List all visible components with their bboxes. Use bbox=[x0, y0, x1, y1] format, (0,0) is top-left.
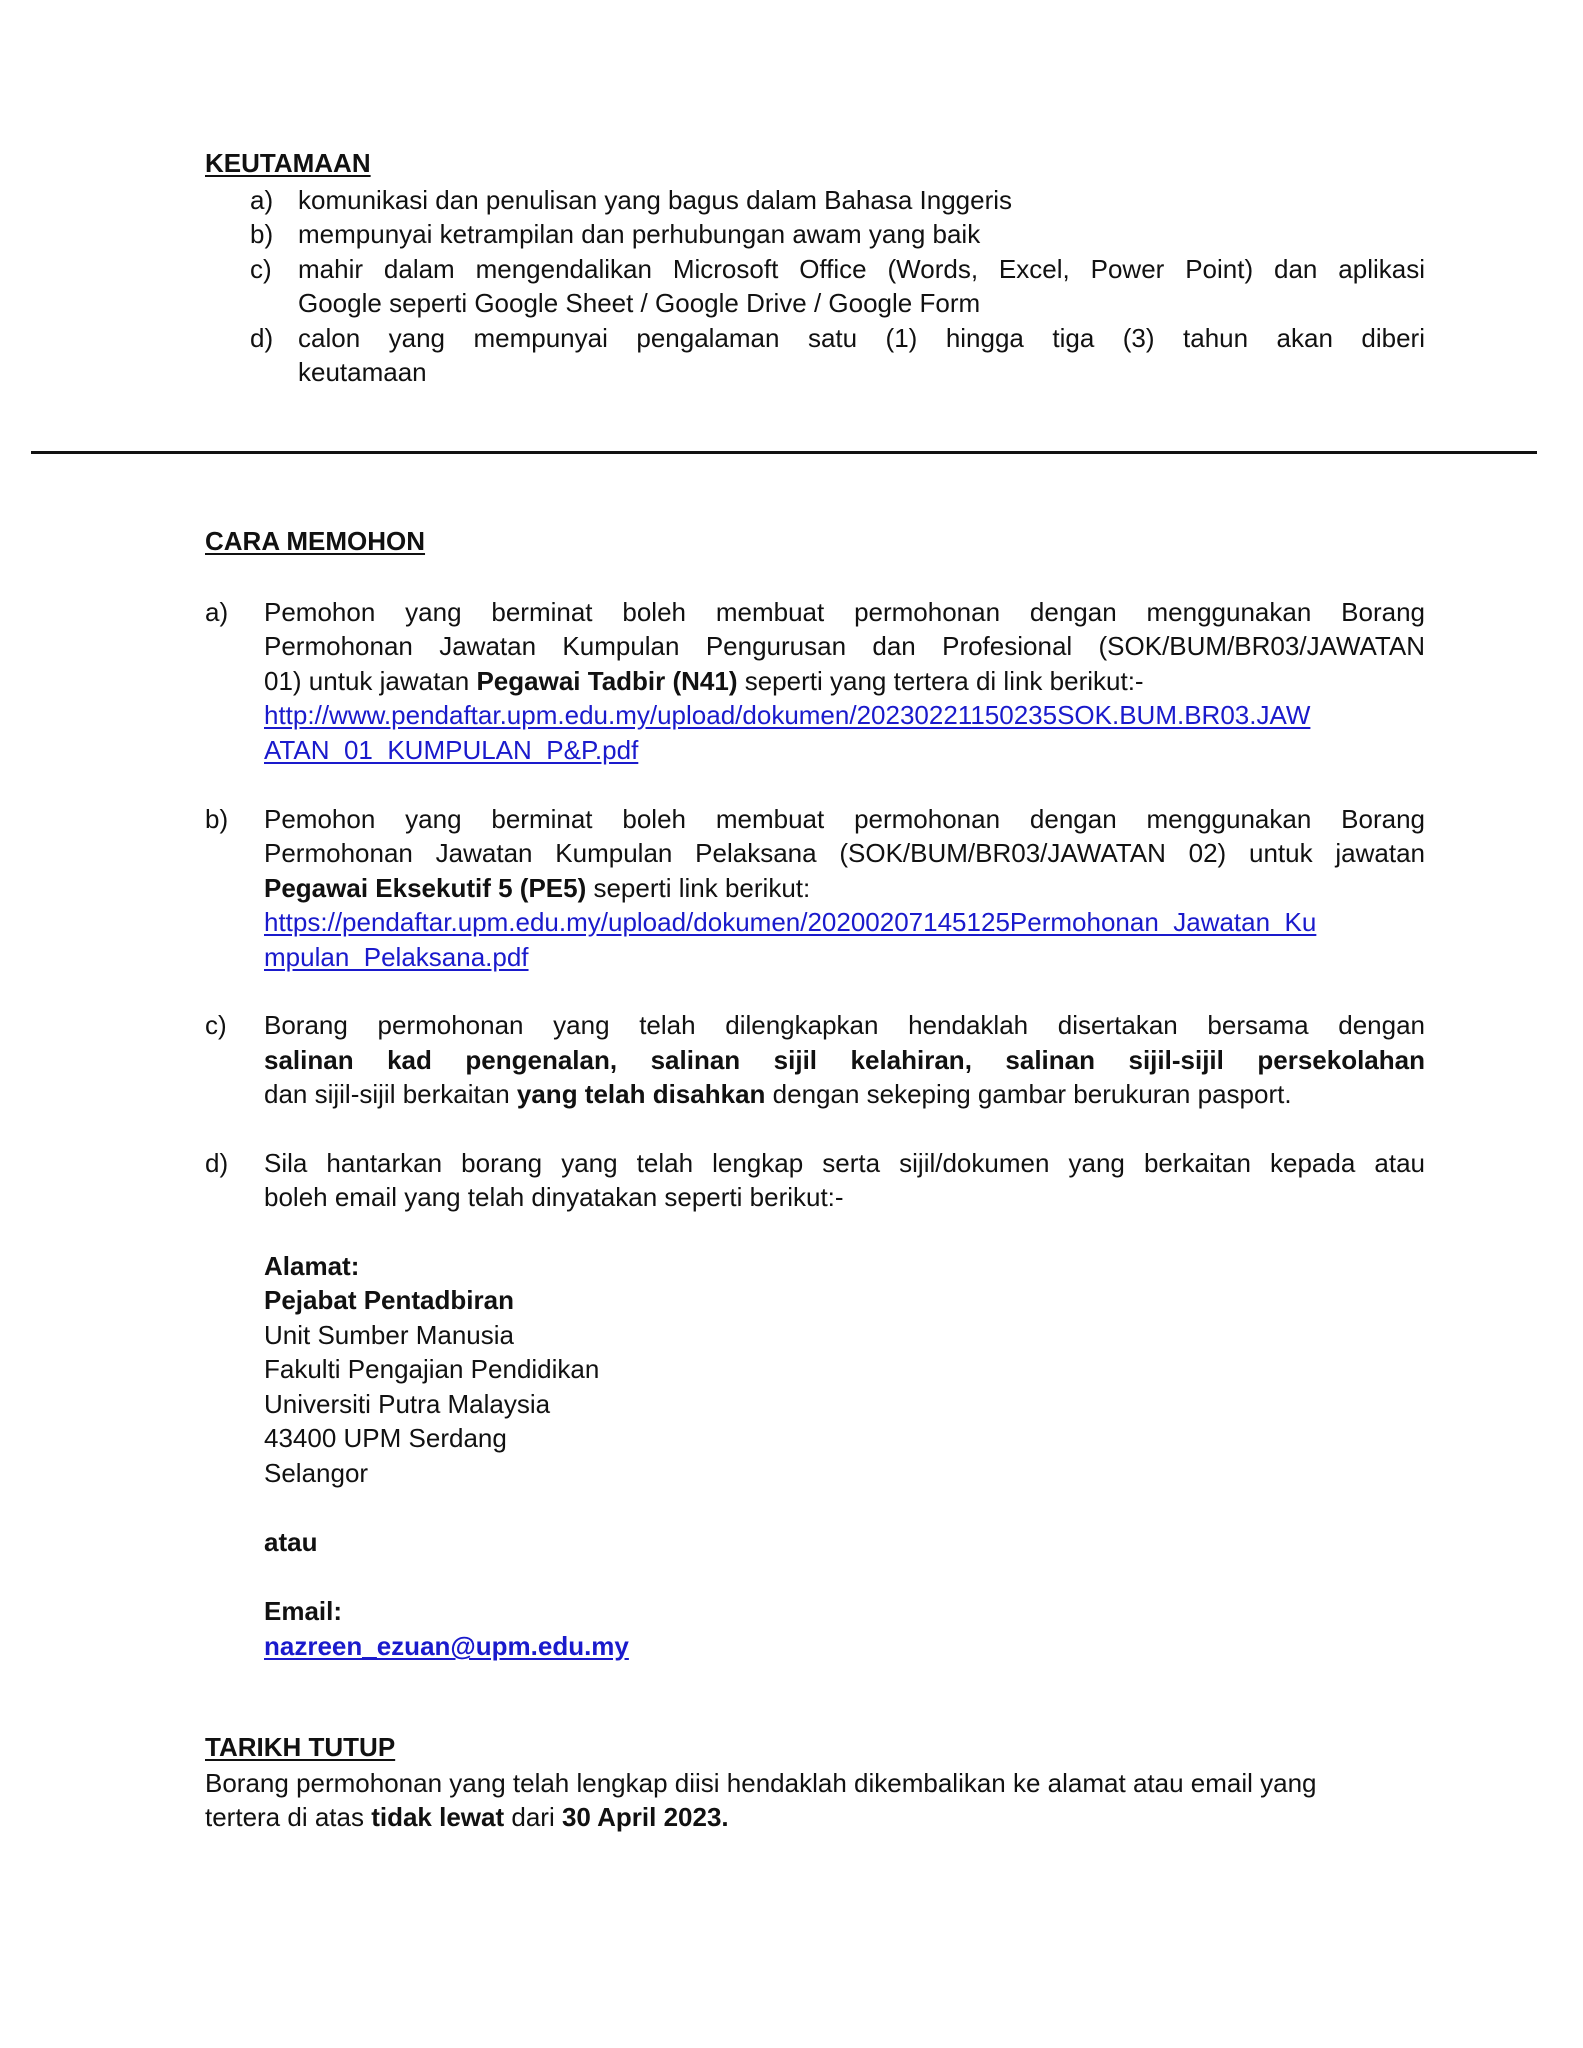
list-item-label: d) bbox=[250, 323, 274, 353]
section-heading-tarikh-tutup: TARIKH TUTUP bbox=[205, 1732, 396, 1762]
form-link-pegawai-tadbir[interactable]: http://www.pendaftar.upm.edu.my/upload/dokumen/20230221150235SOK.BUM.BR03.JAW bbox=[264, 700, 1311, 730]
list-item-text: mahir dalam mengendalikan Microsoft Office (Words, Excel, Power Point) dan aplikasi bbox=[298, 254, 1425, 284]
list-item-text: Sila hantarkan borang yang telah lengkap serta sijil/dokumen yang berkaitan kepada atau bbox=[264, 1148, 1425, 1178]
list-item-text: keutamaan bbox=[298, 357, 427, 387]
list-item-text bbox=[264, 664, 1425, 698]
address-line: Selangor bbox=[264, 1458, 369, 1488]
list-item-label: a) bbox=[205, 597, 229, 627]
list-item-text: Borang permohonan yang telah dilengkapkan hendaklah disertakan bersama dengan bbox=[264, 1010, 1425, 1040]
form-link-pegawai-eksekutif[interactable]: https://pendaftar.upm.edu.my/upload/dokumen/20200207145125Permohonan_Jawatan_Ku bbox=[264, 907, 1317, 937]
list-item-text: Permohonan Jawatan Kumpulan Pelaksana (SOK/BUM/BR03/JAWATAN 02) untuk jawatan bbox=[264, 838, 1425, 868]
list-item-text bbox=[264, 1077, 1425, 1111]
form-link-pegawai-tadbir-cont[interactable]: ATAN_01_KUMPULAN_P&P.pdf bbox=[264, 735, 639, 765]
list-item-text bbox=[264, 871, 1425, 905]
emphasis-text: tidak lewat bbox=[371, 1802, 505, 1832]
closing-date: 30 April 2023. bbox=[561, 1802, 729, 1832]
list-item-label: d) bbox=[205, 1148, 229, 1178]
list-item-label: b) bbox=[250, 219, 274, 249]
section-heading-cara-memohon: CARA MEMOHON bbox=[205, 526, 426, 556]
address-line: Universiti Putra Malaysia bbox=[264, 1389, 551, 1419]
text-fragment: dari bbox=[504, 1802, 562, 1832]
email-label: Email: bbox=[264, 1596, 343, 1626]
list-item-text: komunikasi dan penulisan yang bagus dalam Bahasa Inggeris bbox=[298, 185, 1013, 215]
text-fragment: dengan sekeping gambar berukuran pasport. bbox=[765, 1079, 1292, 1109]
list-item-label: a) bbox=[250, 185, 274, 215]
text-fragment: seperti link berikut: bbox=[586, 873, 811, 903]
list-item-text: Pemohon yang berminat boleh membuat permohonan dengan menggunakan Borang bbox=[264, 597, 1425, 627]
list-item-label: c) bbox=[250, 254, 272, 284]
list-item-text: calon yang mempunyai pengalaman satu (1) hingga tiga (3) tahun akan diberi bbox=[298, 323, 1425, 353]
emphasis-text: yang telah disahkan bbox=[516, 1079, 766, 1109]
list-item-text: Permohonan Jawatan Kumpulan Pengurusan dan Profesional (SOK/BUM/BR03/JAWATAN bbox=[264, 631, 1425, 661]
horizontal-divider bbox=[31, 451, 1537, 454]
list-item-label: c) bbox=[205, 1010, 227, 1040]
address-label: Alamat: bbox=[264, 1251, 360, 1281]
job-title-pegawai-tadbir: Pegawai Tadbir (N41) bbox=[476, 666, 738, 696]
form-link-pegawai-eksekutif-cont[interactable]: mpulan_Pelaksana.pdf bbox=[264, 942, 529, 972]
text-fragment: tertera di atas bbox=[205, 1802, 372, 1832]
list-item-text: boleh email yang telah dinyatakan seperti berikut:- bbox=[264, 1182, 844, 1212]
job-title-pegawai-eksekutif: Pegawai Eksekutif 5 (PE5) bbox=[264, 873, 587, 903]
text-fragment: dan sijil-sijil berkaitan bbox=[264, 1079, 517, 1109]
closing-line: Borang permohonan yang telah lengkap diisi hendaklah dikembalikan ke alamat atau email yang bbox=[205, 1768, 1317, 1798]
text-fragment: seperti yang tertera di link berikut:- bbox=[737, 666, 1144, 696]
address-office: Pejabat Pentadbiran bbox=[264, 1285, 514, 1315]
closing-date-text bbox=[205, 1766, 1425, 1834]
list-item-text: Google seperti Google Sheet / Google Drive / Google Form bbox=[298, 288, 981, 318]
list-item-text: Pemohon yang berminat boleh membuat permohonan dengan menggunakan Borang bbox=[264, 804, 1425, 834]
required-documents: salinan kad pengenalan, salinan sijil kelahiran, salinan sijil-sijil persekolahan bbox=[264, 1045, 1425, 1075]
text-fragment: 01) untuk jawatan bbox=[264, 666, 477, 696]
closing-line bbox=[205, 1800, 1425, 1834]
section-heading-keutamaan: KEUTAMAAN bbox=[205, 148, 371, 178]
or-label: atau bbox=[264, 1527, 318, 1557]
list-item-label: b) bbox=[205, 804, 229, 834]
list-item-text: mempunyai ketrampilan dan perhubungan awam yang baik bbox=[298, 219, 981, 249]
email-link[interactable]: nazreen_ezuan@upm.edu.my bbox=[264, 1631, 629, 1661]
address-line: Unit Sumber Manusia bbox=[264, 1320, 514, 1350]
address-line: Fakulti Pengajian Pendidikan bbox=[264, 1354, 600, 1384]
address-line: 43400 UPM Serdang bbox=[264, 1423, 507, 1453]
